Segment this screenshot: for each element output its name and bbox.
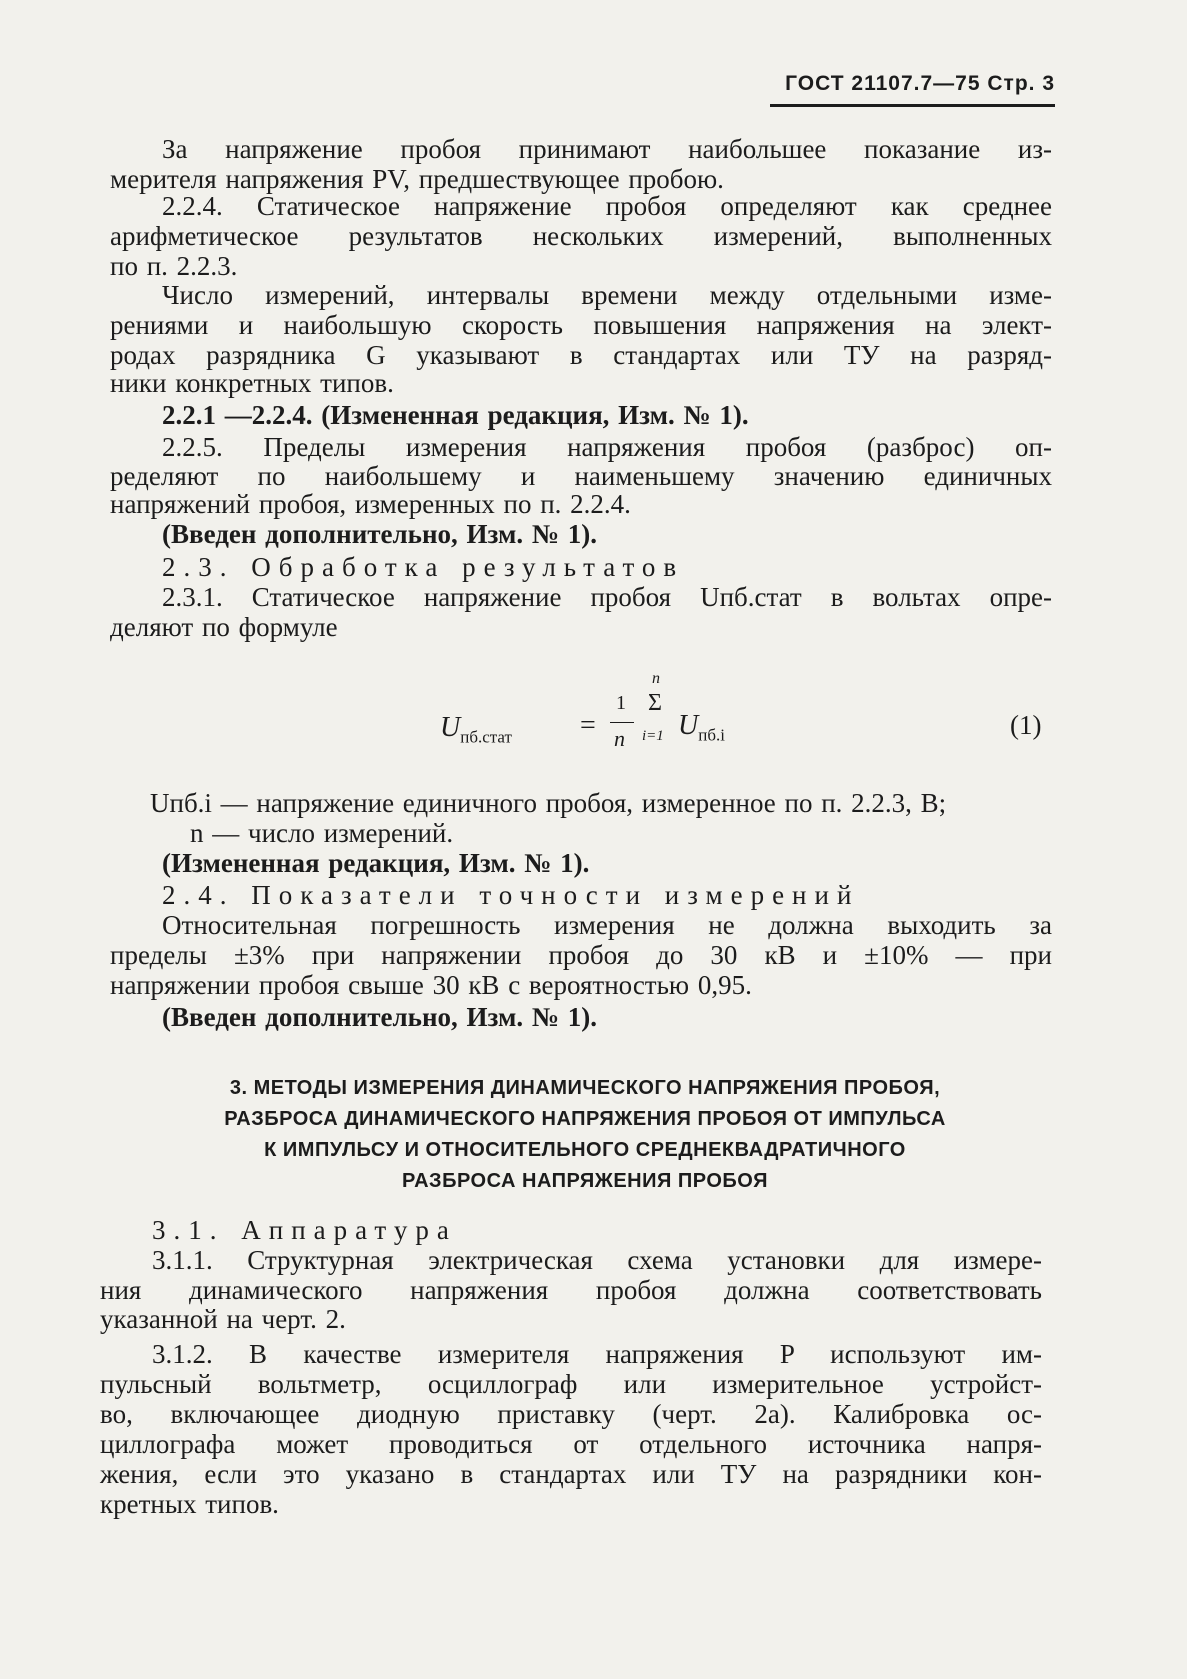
paragraph-line: пределы ±3% при напряжении пробоя до 30 кВ и ±10% — при <box>110 940 1052 970</box>
paragraph-line: во, включающее диодную приставку (черт. 2а). Калибровка ос- <box>100 1399 1042 1429</box>
formula-lhs: $U_{пб.стат}$ <box>440 712 512 747</box>
formula <box>440 670 760 762</box>
paragraph-line: циллографа может проводиться от отдельного источника напря- <box>100 1429 1042 1459</box>
sum-symbol: Σ <box>648 690 662 716</box>
paragraph-line: ределяют по наибольшему и наименьшему значению единичных <box>110 461 1052 491</box>
amendment-note: 2.2.1 —2.2.4. (Измененная редакция, Изм. № 1). <box>162 400 749 430</box>
paragraph-line: мерителя напряжения PV, предшествующее пробою. <box>110 164 724 194</box>
paragraph-line: За напряжение пробоя принимают наибольшее показание из- <box>162 134 1052 164</box>
paragraph-line: кретных типов. <box>100 1489 279 1519</box>
formula-number: (1) <box>1010 710 1042 740</box>
paragraph-line: арифметическое результатов нескольких измерений, выполненных <box>110 221 1052 251</box>
amendment-note: (Введен дополнительно, Изм. № 1). <box>162 519 597 549</box>
paragraph-line: ния динамического напряжения пробоя должна соответствовать <box>100 1275 1042 1305</box>
section-heading-line: РАЗБРОСА НАПРЯЖЕНИЯ ПРОБОЯ <box>402 1170 768 1192</box>
section-subtitle: 2.3. Обработка результатов <box>162 552 685 582</box>
section-heading-line: 3. МЕТОДЫ ИЗМЕРЕНИЯ ДИНАМИЧЕСКОГО НАПРЯЖЕНИЯ ПРОБОЯ, <box>229 1077 941 1099</box>
paragraph-line: 2.2.5. Пределы измерения напряжения пробоя (разброс) оп- <box>162 432 1052 462</box>
paragraph-line: 2.3.1. Статическое напряжение пробоя Uпб.стат в вольтах опре- <box>162 582 1052 612</box>
formula-denominator: n <box>614 726 625 751</box>
paragraph-line: пульсный вольтметр, осциллограф или измерительное устройст- <box>100 1369 1042 1399</box>
paragraph-line: Uпб.i — напряжение единичного пробоя, измеренное по п. 2.2.3, В; <box>150 788 947 818</box>
paragraph-line: n — число измерений. <box>190 818 454 848</box>
sum-upper-limit: n <box>652 670 660 687</box>
amendment-note: (Введен дополнительно, Изм. № 1). <box>162 1002 597 1032</box>
section-subtitle: 3.1. Аппаратура <box>152 1215 457 1245</box>
section-heading-line: К ИМПУЛЬСУ И ОТНОСИТЕЛЬНОГО СРЕДНЕКВАДРАТИЧНОГО <box>264 1139 906 1161</box>
section-subtitle: 2.4. Показатели точности измерений <box>162 880 860 910</box>
paragraph-line: 3.1.2. В качестве измерителя напряжения P используют им- <box>152 1339 1042 1369</box>
page-header: ГОСТ 21107.7—75 Стр. 3 <box>770 72 1055 107</box>
paragraph-line: деляют по формуле <box>110 612 338 642</box>
paragraph-line: рениями и наибольшую скорость повышения напряжения на элект- <box>110 310 1052 340</box>
paragraph-line: напряжений пробоя, измеренных по п. 2.2.4. <box>110 489 631 519</box>
formula-numerator: 1 <box>616 692 626 714</box>
paragraph-line: напряжении пробоя свыше 30 кВ с вероятностью 0,95. <box>110 970 752 1000</box>
paragraph-line: 2.2.4. Статическое напряжение пробоя определяют как среднее <box>162 191 1052 221</box>
paragraph-line: 3.1.1. Структурная электрическая схема установки для измере- <box>152 1245 1042 1275</box>
formula-equals: = <box>580 710 596 741</box>
sum-lower-limit: i=1 <box>642 728 664 744</box>
amendment-note: (Измененная редакция, Изм. № 1). <box>162 848 590 878</box>
formula-rhs: $U_{пб.i}$ <box>678 710 725 745</box>
fraction-bar <box>610 722 634 723</box>
paragraph-line: Число измерений, интервалы времени между отдельными изме- <box>162 280 1052 310</box>
section-heading-line: РАЗБРОСА ДИНАМИЧЕСКОГО НАПРЯЖЕНИЯ ПРОБОЯ ОТ ИМПУЛЬСА <box>224 1108 946 1130</box>
paragraph-line: по п. 2.2.3. <box>110 251 238 281</box>
paragraph-line: Относительная погрешность измерения не должна выходить за <box>162 910 1052 940</box>
paragraph-line: родах разрядника G указывают в стандартах или ТУ на разряд- <box>110 340 1052 370</box>
paragraph-line: ники конкретных типов. <box>110 368 394 398</box>
paragraph-line: указанной на черт. 2. <box>100 1304 346 1334</box>
paragraph-line: жения, если это указано в стандартах или ТУ на разрядники кон- <box>100 1459 1042 1489</box>
